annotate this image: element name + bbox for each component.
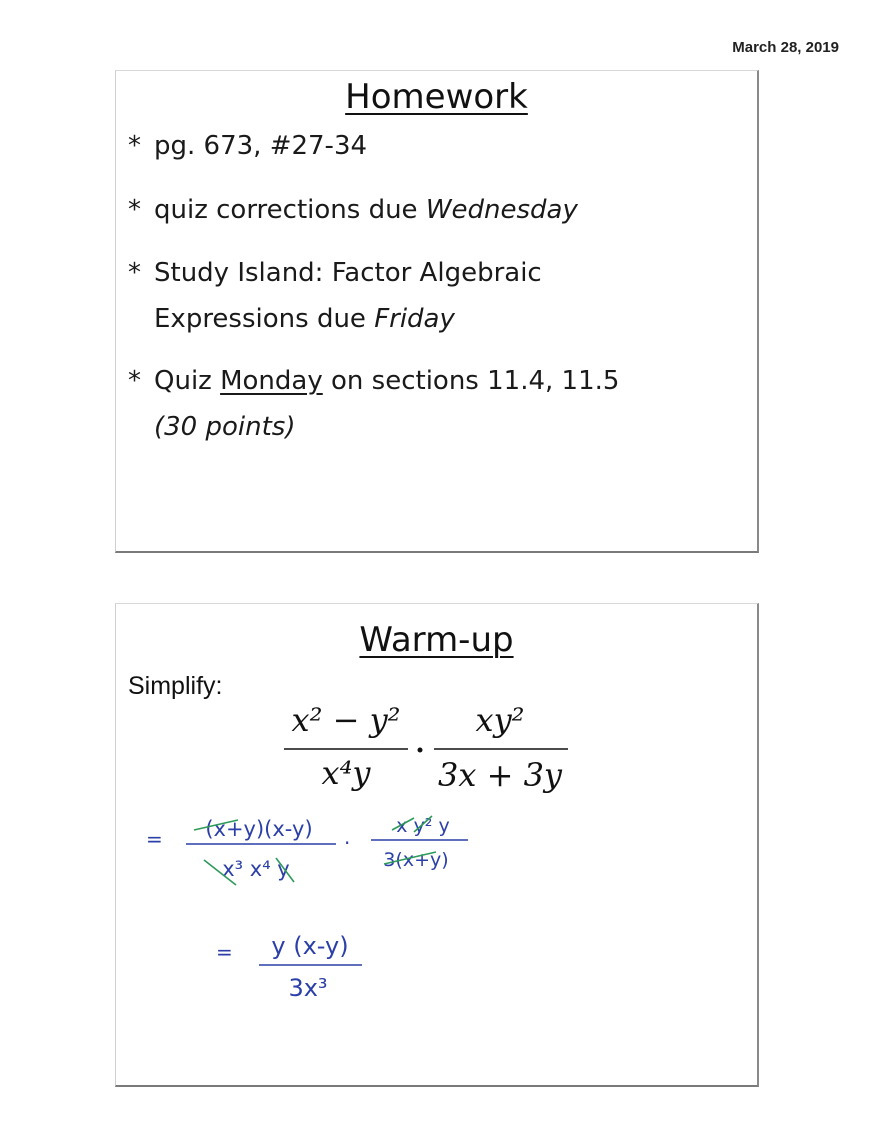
frac1-numerator: x² − y²	[291, 701, 401, 739]
step1-equals: =	[146, 827, 163, 851]
frac2-denominator: 3x + 3y	[438, 756, 562, 794]
homework-item-1: * pg. 673, #27-34	[128, 131, 368, 161]
answer-denominator: 3x³	[288, 974, 328, 1002]
step1-denominator-2: 3(x+y)	[383, 849, 449, 871]
warmup-title: Warm-up	[359, 620, 514, 660]
step1-numerator-2: x y² y	[396, 815, 450, 837]
answer-numerator: y (x-y)	[271, 932, 349, 960]
warmup-slide	[115, 603, 759, 1087]
homework-item-4: * Quiz Monday on sections 11.4, 11.5 (30 points)	[128, 366, 620, 442]
step1-numerator-1: (x+y)(x-y)	[205, 817, 313, 841]
multiply-dot	[418, 748, 423, 753]
homework-title: Homework	[345, 77, 528, 117]
step1-dot: .	[344, 825, 351, 849]
warmup-math	[116, 604, 757, 1085]
homework-item-2: * quiz corrections due Wednesday	[128, 195, 578, 225]
frac2-numerator: xy²	[475, 701, 525, 739]
homework-item-3: * Study Island: Factor Algebraic Expressions due Friday	[128, 258, 542, 334]
step2-equals: =	[216, 940, 233, 964]
step1-denominator-1: x³ x⁴ y	[222, 857, 290, 881]
page-date: March 28, 2019	[732, 39, 839, 56]
frac1-denominator: x⁴y	[321, 754, 371, 792]
homework-slide	[115, 70, 759, 553]
simplify-prompt: Simplify:	[128, 672, 223, 700]
